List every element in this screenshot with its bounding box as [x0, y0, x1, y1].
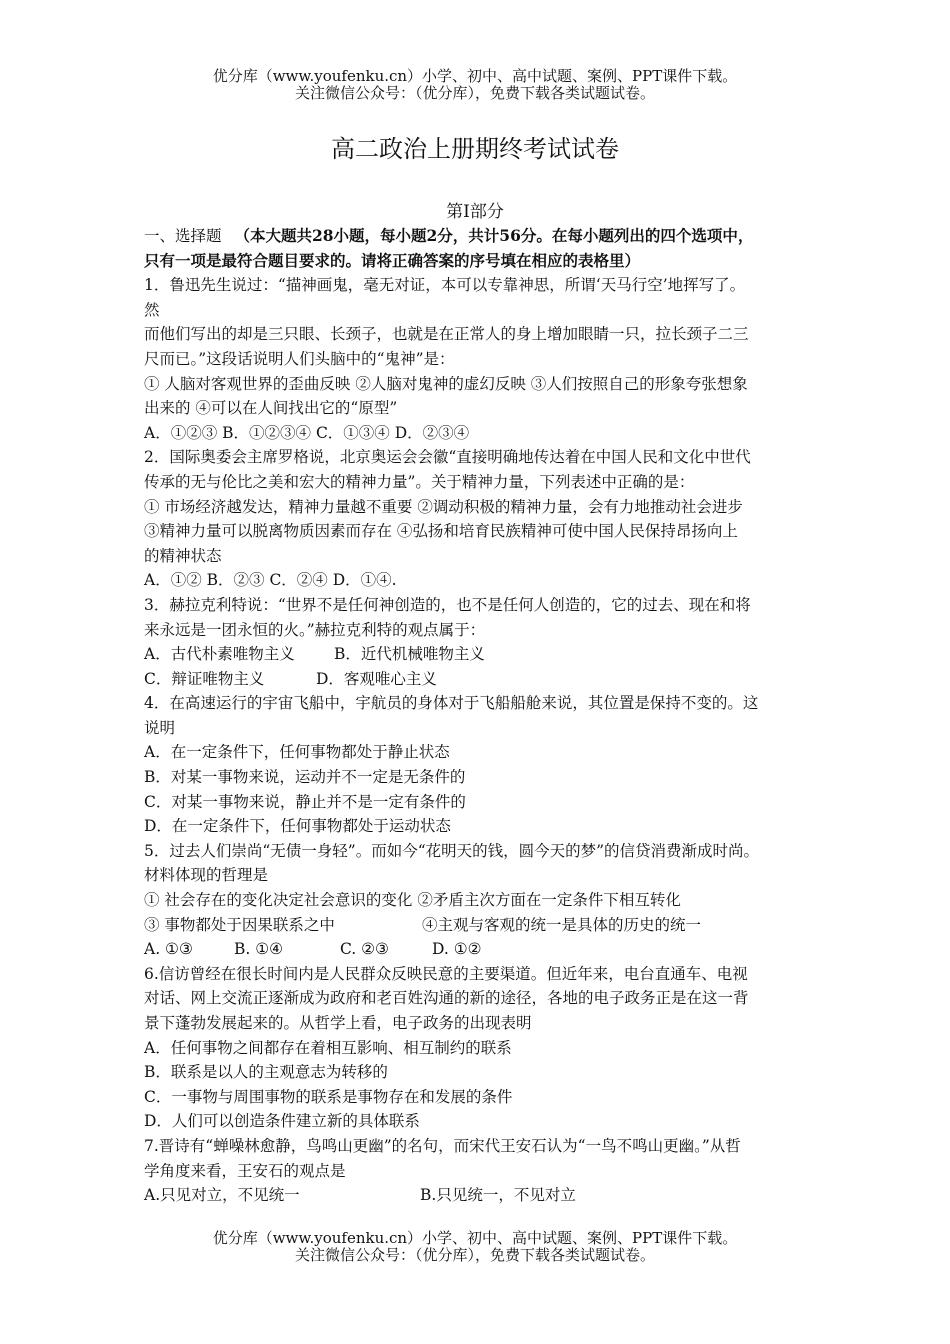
section-heading — [144, 224, 809, 249]
option-d: D．在一定条件下，任何事物都处于运动状态 — [144, 817, 451, 836]
question-text: 2．国际奥委会主席罗格说，北京奥运会会徽“直接明确地传达着在中国人民和文化中世代 — [144, 448, 751, 467]
question-text: 4．在高速运行的宇宙飞船中，宇航员的身体对于飞船船舱来说，其位置是保持不变的。这 — [144, 694, 759, 713]
question-3 — [144, 593, 809, 691]
question-text: 3．赫拉克利特说：“世界不是任何神创造的，也不是任何人创造的，它的过去、现在和将 — [144, 595, 751, 614]
question-text: 出来的 ④可以在人间找出它的“原型” — [144, 399, 398, 418]
question-5 — [144, 839, 809, 962]
question-text: 说明 — [144, 718, 176, 737]
option-c: C．一事物与周围事物的联系是事物存在和发展的条件 — [144, 1087, 513, 1106]
statement-3: ③ 事物都处于因果联系之中 — [144, 915, 335, 934]
option-b: B.只见统一，不见对立 — [420, 1186, 576, 1205]
option-a: A．古代朴素唯物主义 — [144, 645, 295, 664]
answer-options-row — [144, 667, 809, 692]
question-text: ① 社会存在的变化决定社会意识的变化 ②矛盾主次方面在一定条件下相互转化 — [144, 891, 681, 910]
question-text: 7.晋诗有“蝉噪林愈静，鸟鸣山更幽”的名句，而宋代王安石认为“一鸟不鸣山更幽。”从哲 — [144, 1136, 741, 1155]
page-header — [0, 68, 950, 102]
question-4 — [144, 691, 809, 839]
option-c: C．辩证唯物主义 — [144, 669, 265, 688]
section-label: 一、选择题 — [144, 227, 222, 245]
question-text: ① 市场经济越发达，精神力量越不重要 ②调动积极的精神力量，会有力地推动社会进步 — [144, 497, 743, 516]
question-1 — [144, 273, 809, 445]
question-text: 尺而已。”这段话说明人们头脑中的“鬼神”是： — [144, 349, 455, 368]
option-a: A．在一定条件下，任何事物都处于静止状态 — [144, 743, 450, 762]
answer-options-row — [144, 642, 809, 667]
answer-options: A．①② B．②③ C．②④ D．①④. — [144, 571, 397, 590]
question-text: 传承的无与伦比之美和宏大的精神力量”。关于精神力量，下列表述中正确的是： — [144, 472, 695, 491]
answer-options: A．①②③ B．①②③④ C．①③④ D．②③④ — [144, 423, 470, 442]
question-text: 对话、网上交流正逐渐成为政府和老百姓沟通的新的途径，各地的电子政务正是在这一背 — [144, 989, 749, 1008]
question-text: 然 — [144, 300, 160, 319]
question-text: 来永远是一团永恒的火。”赫拉克利特的观点属于： — [144, 620, 486, 639]
option-a: A．任何事物之间都存在着相互影响、相互制约的联系 — [144, 1038, 512, 1057]
option-c: C．对某一事物来说，静止并不是一定有条件的 — [144, 792, 466, 811]
statement-4: ④主观与客观的统一是具体的历史的统一 — [422, 915, 702, 934]
question-text: 5．过去人们崇尚“无债一身轻”。而如今“花明天的钱，圆今天的梦”的信贷消费渐成时尚。 — [144, 841, 760, 860]
question-text: 的精神状态 — [144, 546, 222, 565]
option-a: A. ①③ — [144, 940, 193, 959]
question-text: 1．鲁迅先生说过：“描神画鬼，毫无对证，本可以专靠神思，所谓‘天马行空’地挥写了。 — [144, 276, 746, 295]
header-line-2: 关注微信公众号：（优分库），免费下载各类试题试卷。 — [294, 84, 655, 102]
answer-options-row — [144, 1183, 809, 1208]
option-d: D．客观唯心主义 — [316, 669, 437, 688]
section-instructions-cont: 只有一项是最符合题目要求的。请将正确答案的序号填在相应的表格里） — [144, 250, 641, 270]
exam-content — [144, 224, 809, 1208]
option-b: B．近代机械唯物主义 — [334, 645, 485, 664]
section-instructions: （本大题共28小题，每小题2分，共计56分。在每小题列出的四个选项中， — [234, 226, 754, 245]
document-title: 高二政治上册期终考试试卷 — [331, 135, 619, 163]
question-6 — [144, 962, 809, 1134]
question-text: 6.信访曾经在很长时间内是人民群众反映民意的主要渠道。但近年来，电台直通车、电视 — [144, 964, 748, 983]
page-footer — [0, 1230, 950, 1264]
header-line-1: 优分库（www.youfenku.cn）小学、初中、高中试题、案例、PPT课件下载。 — [212, 67, 738, 85]
question-text: 而他们写出的却是三只眼、长颈子，也就是在正常人的身上增加眼睛一只，拉长颈子二三 — [144, 325, 749, 344]
option-c: C. ②③ — [340, 940, 389, 959]
option-a: A.只见对立，不见统一 — [144, 1186, 300, 1205]
answer-options-row — [144, 937, 809, 962]
question-text: 学角度来看，王安石的观点是 — [144, 1161, 346, 1180]
option-b: B．联系是以人的主观意志为转移的 — [144, 1063, 388, 1082]
part-heading: 第Ⅰ部分 — [446, 202, 504, 222]
footer-line-2: 关注微信公众号：（优分库），免费下载各类试题试卷。 — [294, 1246, 655, 1264]
footer-line-1: 优分库（www.youfenku.cn）小学、初中、高中试题、案例、PPT课件下载。 — [212, 1229, 738, 1247]
question-text: ① 人脑对客观世界的歪曲反映 ②人脑对鬼神的虚幻反映 ③人们按照自己的形象夸张想象 — [144, 374, 748, 393]
option-d: D. ①② — [432, 940, 482, 959]
question-text: 景下蓬勃发展起来的。从哲学上看，电子政务的出现表明 — [144, 1014, 532, 1032]
option-b: B. ①④ — [234, 940, 284, 959]
question-text: ③精神力量可以脱离物质因素而存在 ④弘扬和培育民族精神可使中国人民保持昂扬向上 — [144, 522, 738, 541]
option-b: B．对某一事物来说，运动并不一定是无条件的 — [144, 768, 466, 787]
question-7 — [144, 1134, 809, 1208]
option-d: D．人们可以创造条件建立新的具体联系 — [144, 1112, 420, 1131]
question-text-row — [144, 913, 809, 938]
question-2 — [144, 445, 809, 593]
question-text: 材料体现的哲理是 — [144, 866, 269, 885]
